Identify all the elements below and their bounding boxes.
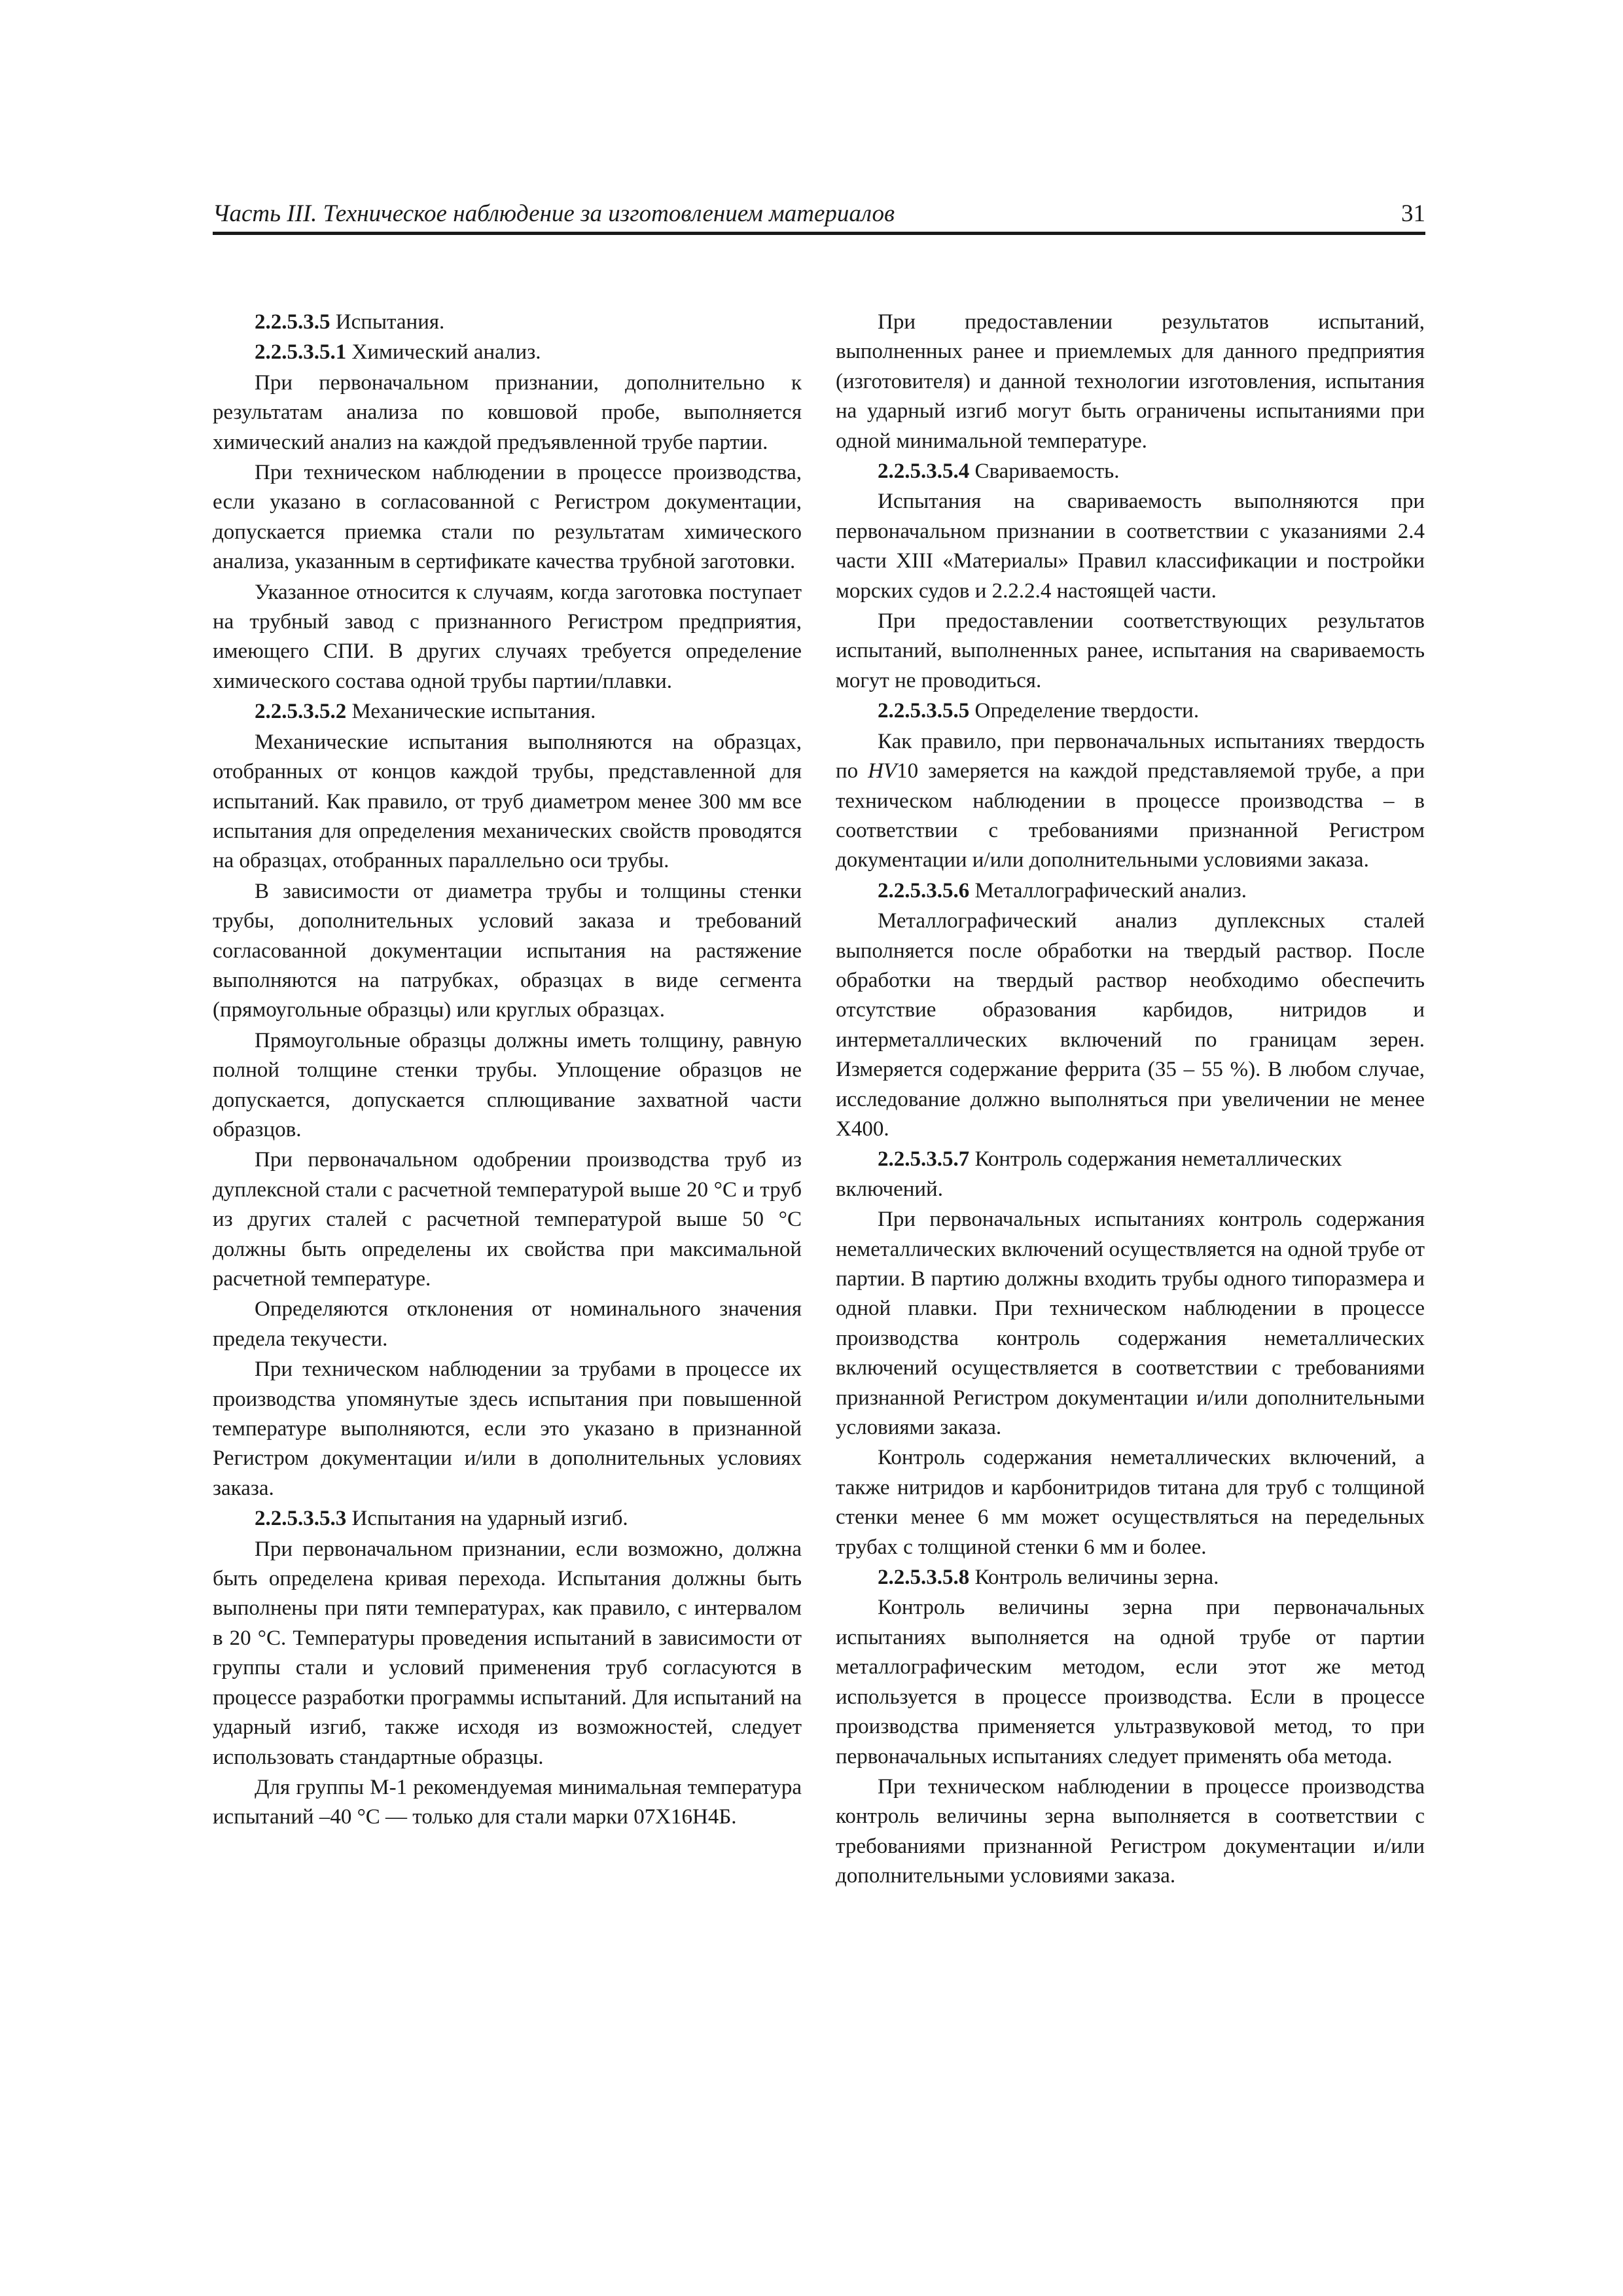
paragraph: При предоставлении соответствующих результатов испытаний, выполненных ранее, испытания на свариваемость могут не проводиться. — [836, 609, 1425, 692]
paragraph: В зависимости от диаметра трубы и толщины стенки трубы, дополнительных условий заказа и требований согласованной документации испытания на растяжение выполняются на патрубках, образцах в виде сегмента (прямоугольные образцы) или круглых образцах. — [213, 879, 802, 1022]
section-number: 2.2.5.3.5 — [255, 310, 330, 334]
paragraph: При предоставлении результатов испытаний, выполненных ранее и приемлемых для данного предприятия (изготовителя) и данной технологии изготовления, испытания на ударный изгиб могут быть ограничены испытаниями при одной минимальной температуре. — [836, 310, 1425, 453]
page-number: 31 — [1401, 200, 1425, 227]
page-header — [213, 196, 1425, 233]
section-number: 2.2.5.3.5.5 — [878, 699, 970, 723]
paragraph: При первоначальных испытаниях контроль содержания неметаллических включений осуществляется на одной трубе от партии. В партию должны входить трубы одного типоразмера и одной плавки. При техническом наблюдении в процессе производства контроль содержания неметаллических включений осуществляется в соответствии с требованиями признанной Регистром документации и/или дополнительными условиями заказа. — [836, 1208, 1425, 1440]
header-rule — [213, 232, 1425, 235]
paragraph-rest: 10 замеряется на каждой представляемой трубе, а при техническом наблюдении в процессе производства – в соответствии с требованиями признанной Регистром документации и/или дополнительными условиями заказа. — [836, 759, 1425, 872]
paragraph: При техническом наблюдении в процессе производства, если указано в согласованной с Регистром документации, допускается приемка стали по результатам химического анализа, указанным в сертификате качества трубной заготовки. — [213, 461, 802, 574]
paragraph: Металлографический анализ дуплексных сталей выполняется после обработки на твердый раствор. После обработки на твердый раствор необходимо обеспечить отсутствие образования карбидов, нитридов и интерметаллических включений по границам зерен. Измеряется содержание феррита (35 – 55 %). В любом случае, исследование должно выполняться при увеличении не менее Х400. — [836, 909, 1425, 1141]
paragraph: При первоначальном признании, дополнительно к результатам анализа по ковшовой пробе, выполняется химический анализ на каждой предъявленной трубе партии. — [213, 370, 802, 454]
section-number: 2.2.5.3.5.3 — [255, 1507, 347, 1531]
section-title: Химический анализ. — [346, 340, 541, 365]
section-number: 2.2.5.3.5.1 — [255, 340, 347, 365]
section-title: Контроль содержания неметаллических включений. — [836, 1147, 1342, 1201]
running-title: Часть III. Техническое наблюдение за изготовлением материалов — [213, 200, 895, 227]
section-title: Испытания на ударный изгиб. — [346, 1507, 628, 1531]
section-heading — [213, 1504, 802, 1534]
section-heading — [836, 1145, 1425, 1204]
section-heading — [213, 697, 802, 726]
paragraph: Испытания на свариваемость выполняются при первоначальном признании в соответствии с указаниями 2.4 части XIII «Материалы» Правил классификации и постройки морских судов и 2.2.2.4 настоящей части. — [836, 490, 1425, 603]
paragraph: Прямоугольные образцы должны иметь толщину, равную полной толщине стенки трубы. Уплощение образцов не допускается, допускается сплющивание захватной части образцов. — [213, 1028, 802, 1141]
section-number: 2.2.5.3.5.6 — [878, 878, 970, 903]
paragraph: Механические испытания выполняются на образцах, отобранных от концов каждой трубы, представленной для испытаний. Как правило, от труб диаметром менее 300 мм все испытания для определения механических свойств проводятся на образцах, отобранных параллельно оси трубы. — [213, 730, 802, 873]
paragraph: Контроль величины зерна при первоначальных испытаниях выполняется на одной трубе от партии металлографическим методом, если этот же метод используется в процессе производства. Если в процессе производства применяется ультразвуковой метод, то при первоначальных испытаниях следует применять оба метода. — [836, 1596, 1425, 1768]
section-heading — [836, 876, 1425, 906]
paragraph: При первоначальном признании, если возможно, должна быть определена кривая перехода. Испытания должны быть выполнены при пяти температурах, как правило, с интервалом в 20 °C. Температуры проведения испытаний в зависимости от группы стали и условий применения труб согласуются в процессе разработки программы испытаний. Для испытаний на ударный изгиб, также исходя из возможностей, следует использовать стандартные образцы. — [213, 1537, 802, 1769]
section-title: Испытания. — [330, 310, 445, 334]
section-title: Определение твердости. — [969, 699, 1200, 723]
section-title: Металлографический анализ. — [969, 878, 1247, 903]
paragraph: Контроль содержания неметаллических включений, а также нитридов и карбонитридов титана для труб с толщиной стенки менее 6 мм может осуществляться на передельных трубах с толщиной стенки 6 мм и более. — [836, 1446, 1425, 1559]
paragraph-lead: Как правило, при первоначальных испытаниях твердость по — [836, 729, 1425, 783]
section-number: 2.2.5.3.5.4 — [878, 459, 970, 484]
section-heading — [836, 457, 1425, 486]
hardness-symbol: HV — [868, 759, 897, 783]
left-column — [213, 308, 802, 1833]
paragraph: Для группы М-1 рекомендуемая минимальная температура испытаний –40 °C — только для стали марки 07Х16Н4Б. — [213, 1775, 802, 1829]
section-heading — [213, 308, 802, 337]
right-column — [836, 308, 1425, 1892]
paragraph: При техническом наблюдении за трубами в процессе их производства упомянутые здесь испытания при повышенной температуре выполняются, если это указано в признанной Регистром документации и/или в дополнительных условиях заказа. — [213, 1357, 802, 1500]
section-heading — [836, 1563, 1425, 1592]
section-number: 2.2.5.3.5.8 — [878, 1566, 970, 1590]
paragraph: Определяются отклонения от номинального значения предела текучести. — [213, 1297, 802, 1351]
section-heading — [836, 696, 1425, 726]
paragraph: Указанное относится к случаям, когда заготовка поступает на трубный завод с признанного Регистром предприятия, имеющего СПИ. В других случаях требуется определение химического состава одной трубы партии/плавки. — [213, 580, 802, 693]
paragraph — [836, 727, 1425, 876]
section-number: 2.2.5.3.5.7 — [878, 1147, 970, 1172]
section-title: Свариваемость. — [969, 459, 1120, 484]
section-title: Механические испытания. — [346, 700, 596, 724]
section-number: 2.2.5.3.5.2 — [255, 700, 347, 724]
paragraph: При первоначальном одобрении производства труб из дуплексной стали с расчетной температурой выше 20 °C и труб из других сталей с расчетной температурой выше 50 °C должны быть определены их свойства при максимальной расчетной температуре. — [213, 1148, 802, 1291]
section-heading — [213, 338, 802, 367]
paragraph: При техническом наблюдении в процессе производства контроль величины зерна выполняется в соответствии с требованиями признанной Регистром документации и/или дополнительными условиями заказа. — [836, 1774, 1425, 1888]
section-title: Контроль величины зерна. — [969, 1566, 1219, 1590]
